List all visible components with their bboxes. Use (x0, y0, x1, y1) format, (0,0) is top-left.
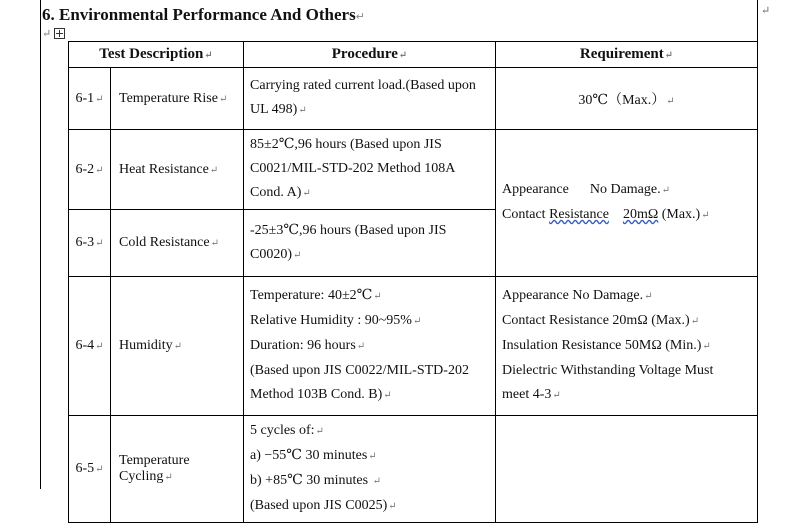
row-number: 6-1↵ (69, 68, 111, 130)
row-description: Temperature Rise↵ (111, 68, 244, 130)
row-description: Heat Resistance↵ (111, 130, 244, 210)
row-number: 6-3↵ (69, 210, 111, 277)
section-heading (42, 5, 365, 25)
paragraph-mark-anchor: ↵ (42, 28, 52, 40)
row-procedure: Carrying rated current load.(Based upon UL 498)↵ (244, 68, 496, 130)
section-heading-text: 6. Environmental Performance And Others (42, 5, 356, 24)
row-number: 6-2↵ (69, 130, 111, 210)
row-procedure: 5 cycles of:↵ a) −55℃ 30 minutes↵ b) +85℃ 30 minutes ↵ (Based upon JIS C0025)↵ (244, 416, 496, 523)
table-header-row (69, 42, 758, 68)
row-requirement-shared: Appearance No Damage.↵ Contact Resistance 20mΩ (Max.)↵ (496, 130, 758, 277)
row-number: 6-4↵ (69, 277, 111, 416)
row-description: Cold Resistance↵ (111, 210, 244, 277)
row-procedure: 85±2℃,96 hours (Based upon JIS C0021/MIL-STD-202 Method 108A Cond. A)↵ (244, 130, 496, 210)
row-requirement: Appearance No Damage.↵ Contact Resistance 20mΩ (Max.)↵ Insulation Resistance 50MΩ (Min.)↵ Dielectric Withstanding Voltage Must meet 4-3↵ (496, 277, 758, 416)
environmental-table (68, 41, 758, 523)
table-row (69, 130, 758, 210)
row-procedure: -25±3℃,96 hours (Based upon JIS C0020)↵ (244, 210, 496, 277)
row-number: 6-5↵ (69, 416, 111, 523)
page-mark: ↵ (761, 5, 771, 17)
row-requirement (496, 416, 758, 523)
row-requirement: 30℃（Max.）↵ (496, 68, 758, 130)
header-procedure: Procedure↵ (244, 42, 496, 68)
table-move-handle-icon[interactable] (54, 28, 65, 39)
header-test-description: Test Description↵ (69, 42, 244, 68)
paragraph-mark: ↵ (355, 11, 365, 23)
row-description: Humidity↵ (111, 277, 244, 416)
table-row (69, 277, 758, 416)
page-left-edge (40, 0, 41, 489)
table-row (69, 68, 758, 130)
row-description: Temperature Cycling↵ (111, 416, 244, 523)
table-row (69, 416, 758, 523)
header-requirement: Requirement↵ (496, 42, 758, 68)
row-procedure: Temperature: 40±2℃↵ Relative Humidity : 90~95%↵ Duration: 96 hours↵ (Based upon JIS C0022/MIL-STD-202 Method 103B Cond. B)↵ (244, 277, 496, 416)
